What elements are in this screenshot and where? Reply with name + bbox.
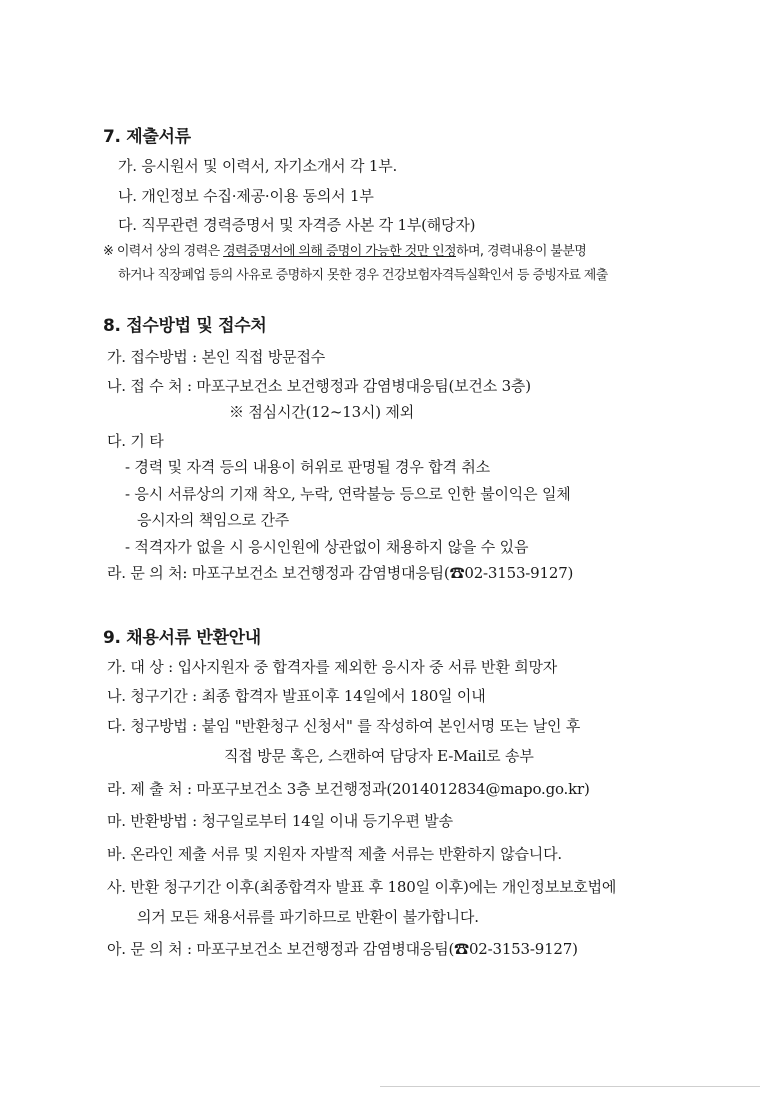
sec9-line-2: 나. 청구기간 : 최종 합격자 발표이후 14일에서 180일 이내 [107, 687, 486, 705]
sec8-etc-2-cont: 응시자의 책임으로 간주 [137, 511, 290, 529]
sec9-line-1: 가. 대 상 : 입사지원자 중 합격자를 제외한 응시자 중 서류 반환 희망자 [107, 658, 558, 676]
sec8-etc-1: - 경력 및 자격 등의 내용이 허위로 판명될 경우 합격 취소 [125, 458, 490, 476]
sec7-note-prefix: ※ 이력서 상의 경력은 [103, 244, 224, 259]
sec8-etc-3: - 적격자가 없을 시 응시인원에 상관없이 채용하지 않을 수 있음 [125, 538, 529, 556]
sec9-line-8: 아. 문 의 처 : 마포구보건소 보건행정과 감염병대응팀(☎02-3153-9127) [107, 940, 578, 958]
sec9-line-4: 라. 제 출 처 : 마포구보건소 3층 보건행정과(2014012834@mapo.go.kr) [107, 780, 590, 798]
sec8-place: 나. 접 수 처 : 마포구보건소 보건행정과 감염병대응팀(보건소 3층) [107, 377, 531, 395]
sec8-etc-label: 다. 기 타 [107, 432, 164, 450]
sec7-item-1: 가. 응시원서 및 이력서, 자기소개서 각 1부. [118, 157, 398, 175]
sec9-line-3: 다. 청구방법 : 붙임 "반환청구 신청서" 를 작성하여 본인서명 또는 날인 후 [107, 717, 581, 735]
sec7-item-3: 다. 직무관련 경력증명서 및 자격증 사본 각 1부(해당자) [118, 216, 476, 234]
sec9-line-6: 바. 온라인 제출 서류 및 지원자 자발적 제출 서류는 반환하지 않습니다. [107, 845, 562, 863]
sec8-lunch-note: ※ 점심시간(12~13시) 제외 [229, 403, 415, 421]
sec9-line-3-cont: 직접 방문 혹은, 스캔하여 담당자 E-Mail로 송부 [224, 747, 534, 765]
section-9-title: 9. 채용서류 반환안내 [103, 628, 261, 648]
sec7-item-2: 나. 개인정보 수집·제공·이용 동의서 1부 [118, 187, 374, 205]
sec8-contact: 라. 문 의 처: 마포구보건소 보건행정과 감염병대응팀(☎02-3153-9127) [107, 564, 574, 582]
sec8-etc-2: - 응시 서류상의 기재 착오, 누락, 연락불능 등으로 인한 불이익은 일체 [125, 485, 571, 503]
sec8-method: 가. 접수방법 : 본인 직접 방문접수 [107, 348, 326, 366]
sec7-note-line-1 [103, 240, 586, 259]
sec7-note-line-2: 하거나 직장폐업 등의 사유로 증명하지 못한 경우 건강보험자격득실확인서 등 증빙자료 제출 [118, 268, 608, 283]
sec7-note-suffix: 하며, 경력내용이 불분명 [456, 244, 587, 259]
sec9-line-7: 사. 반환 청구기간 이후(최종합격자 발표 후 180일 이후)에는 개인정보보호법에 [107, 878, 617, 896]
section-7-title: 7. 제출서류 [103, 127, 191, 147]
section-8-title: 8. 접수방법 및 접수처 [103, 316, 267, 336]
bottom-divider [380, 1086, 760, 1087]
sec9-line-7-cont: 의거 모든 채용서류를 파기하므로 반환이 불가합니다. [137, 908, 479, 926]
sec9-line-5: 마. 반환방법 : 청구일로부터 14일 이내 등기우편 발송 [107, 812, 453, 830]
sec7-note-underlined: 경력증명서에 의해 증명이 가능한 것만 인정 [223, 244, 456, 259]
